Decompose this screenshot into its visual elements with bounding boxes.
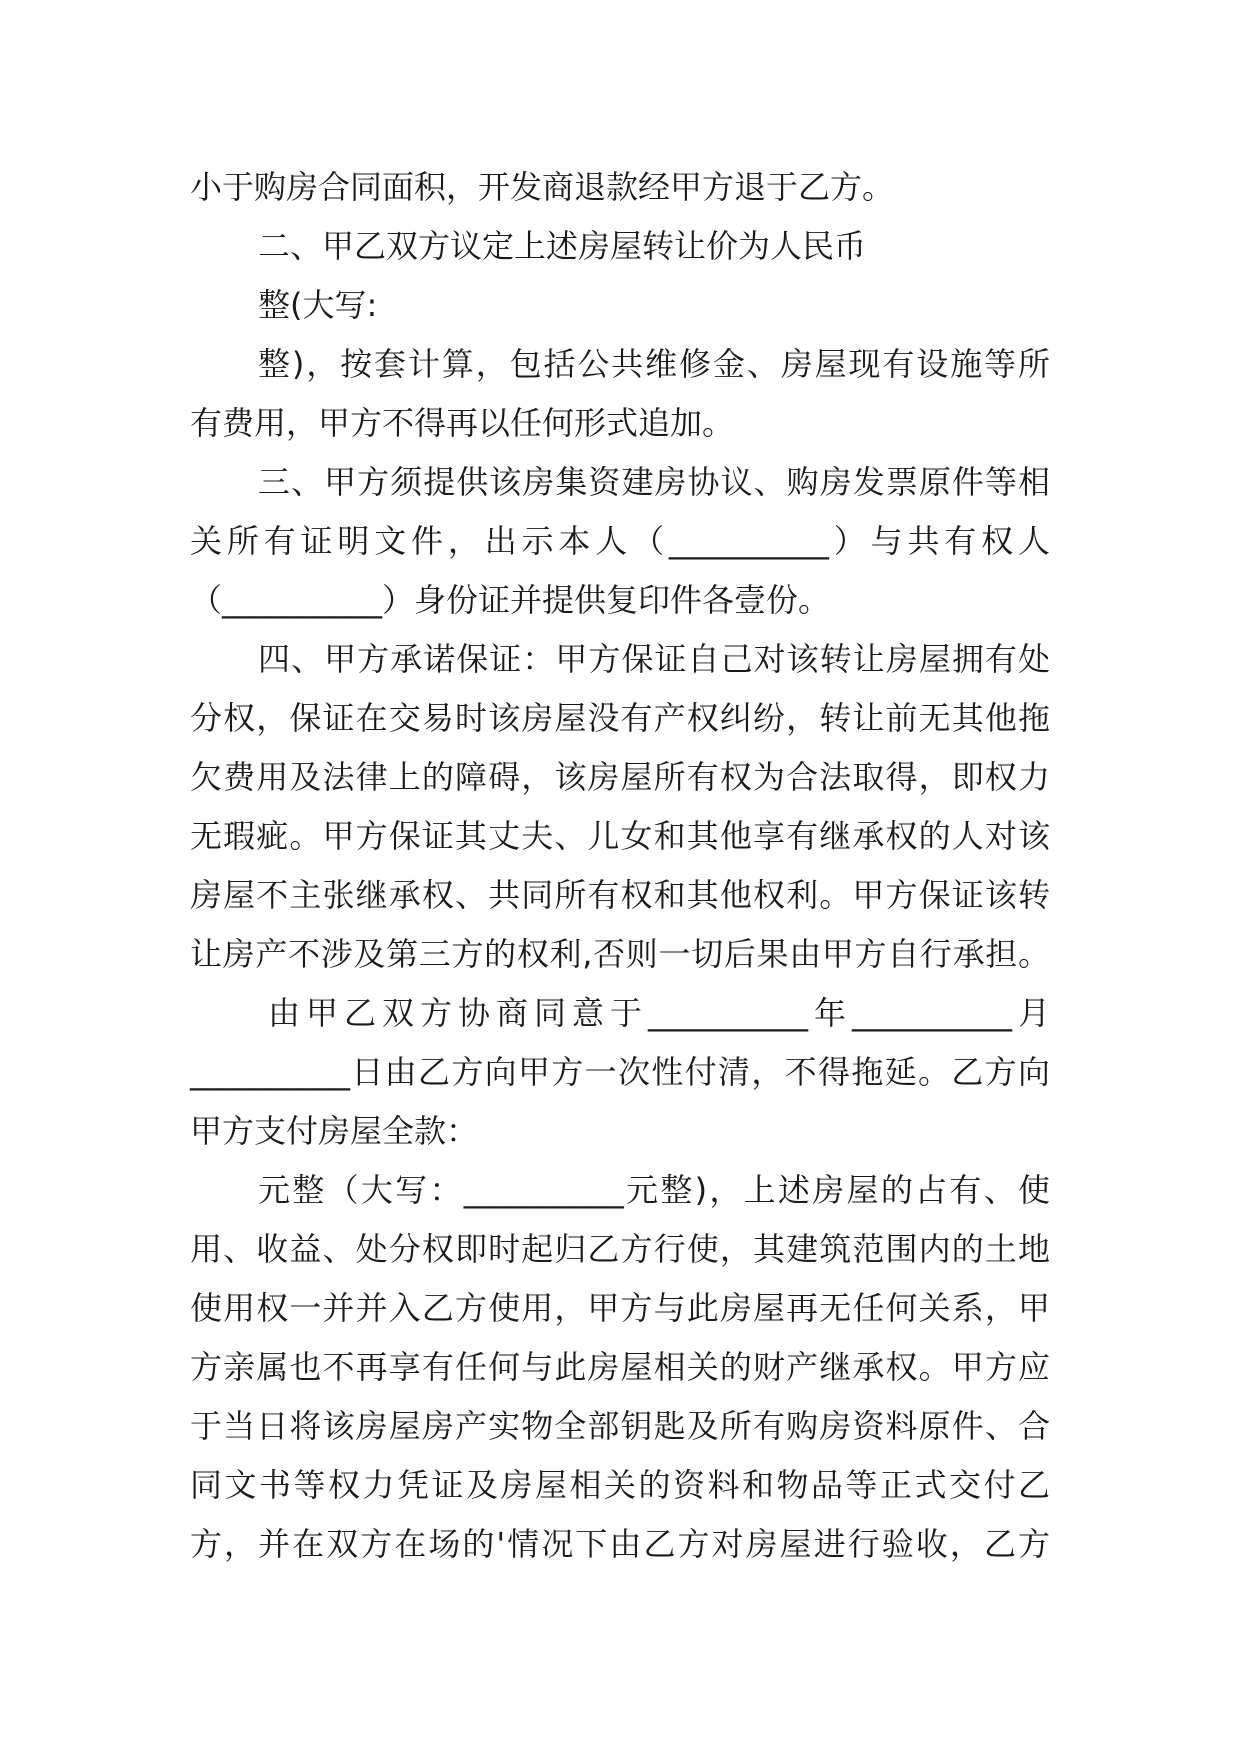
text-line: 使用权一并并入乙方使用，甲方与此房屋再无任何关系，甲: [190, 1289, 1050, 1327]
text-line: 由甲乙双方协商同意于__________年__________月: [268, 994, 1050, 1032]
text-line: 让房产不涉及第三方的权利,否则一切后果由甲方自行承担。: [190, 935, 1050, 973]
text-line: 欠费用及法律上的障碍，该房屋所有权为合法取得，即权力: [190, 758, 1050, 796]
text-line: __________日由乙方向甲方一次性付清，不得拖延。乙方向: [190, 1053, 1050, 1091]
text-line: 同文书等权力凭证及房屋相关的资料和物品等正式交付乙: [190, 1466, 1050, 1504]
text-line: 分权，保证在交易时该房屋没有产权纠纷，转让前无其他拖: [190, 699, 1050, 737]
text-line: 有费用，甲方不得再以任何形式追加。: [190, 404, 735, 442]
text-line: 二、甲乙双方议定上述房屋转让价为人民币: [258, 227, 867, 265]
text-line: （__________）身份证并提供复印件各壹份。: [190, 581, 831, 619]
text-line: 无瑕疵。甲方保证其丈夫、儿女和其他享有继承权的人对该: [190, 817, 1050, 855]
text-line: 整(大写:: [258, 286, 378, 324]
text-line: 于当日将该房屋房产实物全部钥匙及所有购房资料原件、合: [190, 1407, 1050, 1445]
text-line: 方，并在双方在场的'情况下由乙方对房屋进行验收，乙方: [190, 1525, 1050, 1563]
text-line: 小于购房合同面积，开发商退款经甲方退于乙方。: [190, 168, 895, 206]
text-line: 元整（大写：__________元整)，上述房屋的占有、使: [258, 1171, 1050, 1209]
text-line: 关所有证明文件，出示本人（__________）与共有权人: [190, 522, 1050, 560]
text-line: 用、收益、处分权即时起归乙方行使，其建筑范围内的土地: [190, 1230, 1050, 1268]
text-line: 房屋不主张继承权、共同所有权和其他权利。甲方保证该转: [190, 876, 1050, 914]
text-line: 甲方支付房屋全款：: [190, 1112, 479, 1150]
text-line: 整)，按套计算，包括公共维修金、房屋现有设施等所: [258, 345, 1050, 383]
text-line: 四、甲方承诺保证：甲方保证自己对该转让房屋拥有处: [258, 640, 1050, 678]
text-line: 三、甲方须提供该房集资建房协议、购房发票原件等相: [258, 463, 1050, 501]
text-line: 方亲属也不再享有任何与此房屋相关的财产继承权。甲方应: [190, 1348, 1050, 1386]
